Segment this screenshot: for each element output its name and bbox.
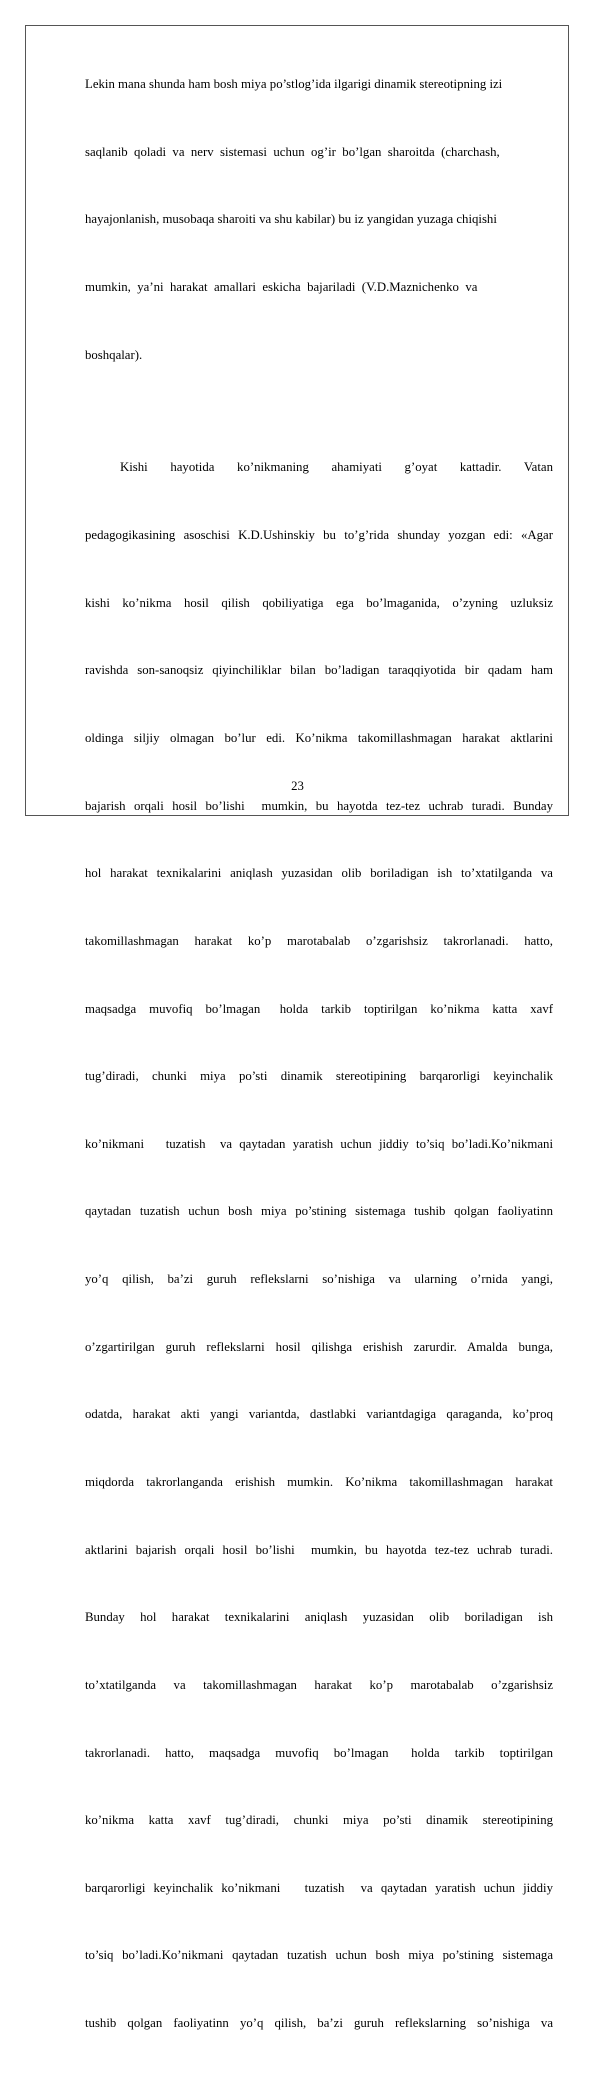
text-line: boshqalar). <box>85 347 143 362</box>
page-number: 23 <box>291 779 304 793</box>
text-line: takrorlanadi. hatto, maqsadga muvofiq bo’lmagan holda tarkib toptirilgan <box>85 1745 553 1760</box>
text-line: barqarorligi keyinchalik ko’nikmani tuzatish va qaytadan yaratish uchun jiddiy <box>85 1880 553 1895</box>
text-line: mumkin, ya’ni harakat amallari eskicha bajariladi (V.D.Maznichenko va <box>85 280 478 295</box>
text-line: takomillashmagan harakat ko’p marotabalab o’zgarishsiz takrorlanadi. hatto, <box>85 933 553 948</box>
text-line: pedagogikasining asoschisi K.D.Ushinskiy bu to’g’rida shunday yozgan edi: «Agar <box>85 528 553 543</box>
text-line: Lekin mana shunda ham bosh miya po’stlog’ida ilgarigi dinamik stereotipning izi <box>85 77 503 92</box>
text-line: odatda, harakat akti yangi variantda, dastlabki variantdagiga qaraganda, ko’proq <box>85 1407 553 1422</box>
text-line: to’xtatilganda va takomillashmagan harakat ko’p marotabalab o’zgarishsiz <box>85 1677 553 1692</box>
text-line: oldinga siljiy olmagan bo’lur edi. Ko’nikma takomillashmagan harakat aktlarini <box>85 730 553 745</box>
text-line: maqsadga muvofiq bo’lmagan holda tarkib toptirilgan ko’nikma katta xavf <box>85 1001 553 1016</box>
document-body <box>85 28 553 2080</box>
text-line: to’siq bo’ladi.Ko’nikmani qaytadan tuzatish uchun bosh miya po’stining sistemaga <box>85 1948 553 1963</box>
text-line: aktlarini bajarish orqali hosil bo’lishi mumkin, bu hayotda tez-tez uchrab turadi. <box>85 1542 553 1557</box>
text-line: ko’nikmani tuzatish va qaytadan yaratish uchun jiddiy to’siq bo’ladi.Ko’nikmani <box>85 1136 553 1151</box>
text-line: ravishda son-sanoqsiz qiyinchiliklar bilan bo’ladigan taraqqiyotida bir qadam ham <box>85 663 553 678</box>
paragraph-1 <box>85 28 553 411</box>
text-line: Bunday hol harakat texnikalarini aniqlash yuzasidan olib boriladigan ish <box>85 1610 553 1625</box>
text-line: yo’q qilish, ba’zi guruh reflekslarni so’nishiga va ularning o’rnida yangi, <box>85 1272 553 1287</box>
text-line: Kishi hayotida ko’nikmaning ahamiyati g’oyat kattadir. Vatan <box>120 460 553 475</box>
text-line: miqdorda takrorlanganda erishish mumkin. Ko’nikma takomillashmagan harakat <box>85 1475 553 1489</box>
text-line: bajarish orqali hosil bo’lishi mumkin, bu hayotda tez-tez uchrab turadi. Bunday <box>85 798 553 813</box>
text-line: tushib qolgan faoliyatinn yo’q qilish, ba’zi guruh reflekslarning so’nishiga va <box>85 2016 553 2031</box>
text-line: tug’diradi, chunki miya po’sti dinamik stereotipining barqarorligi keyinchalik <box>85 1069 553 1084</box>
text-line: o’zgartirilgan guruh reflekslarni hosil qilishga erishish zarurdir. Amalda bunga, <box>85 1339 553 1354</box>
text-line: hayajonlanish, musobaqa sharoiti va shu kabilar) bu iz yangidan yuzaga chiqishi <box>85 212 497 227</box>
text-line: saqlanib qoladi va nerv sistemasi uchun og’ir bo’lgan sharoitda (charchash, <box>85 144 500 159</box>
text-line: kishi ko’nikma hosil qilish qobiliyatiga ega bo’lmaganida, o’zyning uzluksiz <box>85 595 553 610</box>
text-line: qaytadan tuzatish uchun bosh miya po’stining sistemaga tushib qolgan faoliyatinn <box>85 1204 553 1219</box>
text-line: ko’nikma katta xavf tug’diradi, chunki miya po’sti dinamik stereotipining <box>85 1813 553 1828</box>
text-line: hol harakat texnikalarini aniqlash yuzasidan olib boriladigan ish to’xtatilganda va <box>85 866 553 881</box>
paragraph-2 <box>85 411 553 2079</box>
